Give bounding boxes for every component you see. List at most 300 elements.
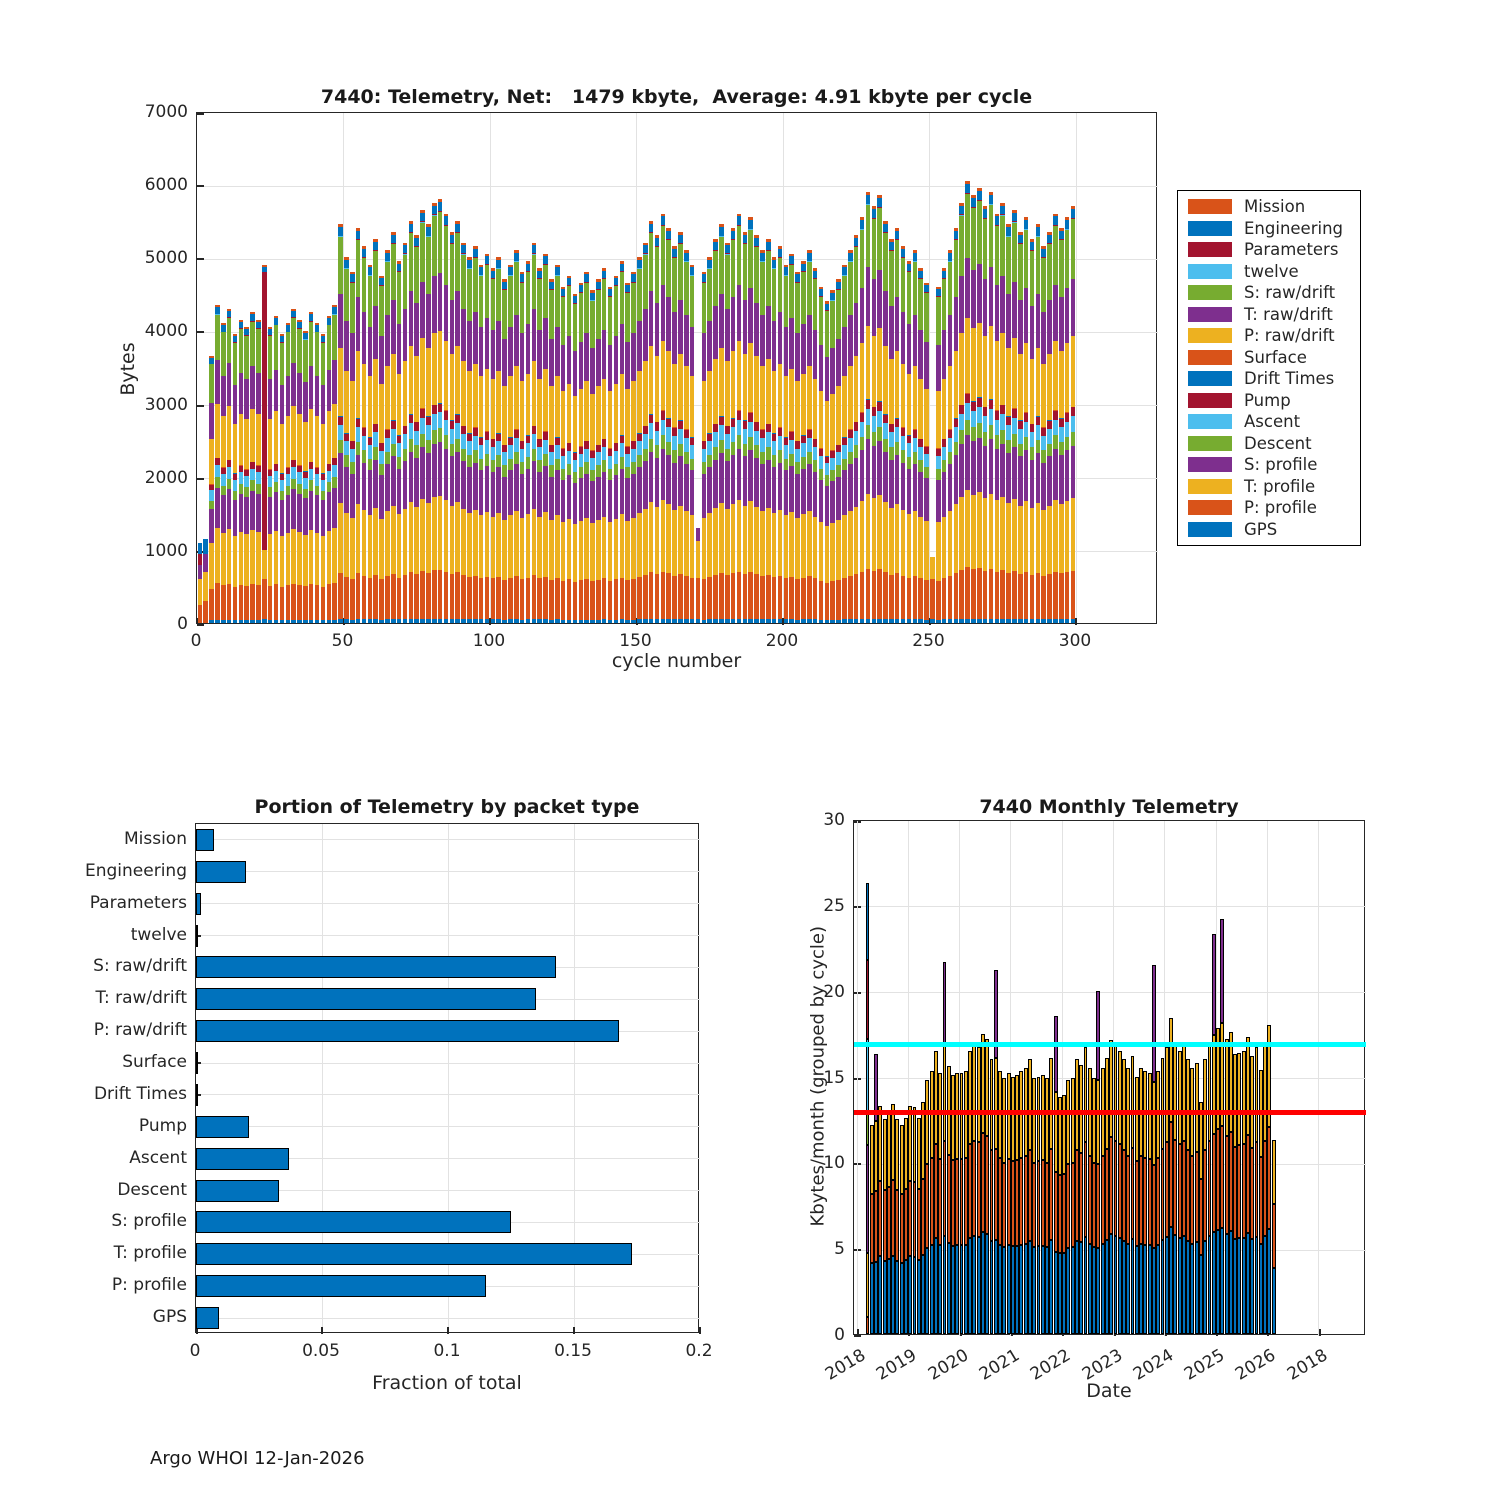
bar-segment <box>1006 425 1011 440</box>
bar-segment <box>215 528 220 584</box>
bar-segment <box>397 436 402 444</box>
bar-segment <box>379 278 384 285</box>
bar-segment <box>707 513 712 577</box>
bar-segment <box>1018 354 1023 420</box>
bar-segment <box>414 619 419 623</box>
bar-segment <box>479 459 484 471</box>
bar-segment <box>356 573 361 619</box>
bar-segment <box>854 303 859 356</box>
bar-segment <box>332 477 337 487</box>
bar-segment <box>977 1142 981 1237</box>
profile-spike-segment <box>1212 934 1216 1035</box>
stacked-bar <box>789 254 794 623</box>
bar-segment <box>625 293 630 342</box>
bar-segment <box>573 453 578 460</box>
stacked-bar <box>461 243 466 623</box>
bar-segment <box>813 472 818 517</box>
bar-segment <box>874 1191 878 1261</box>
bar-segment <box>784 515 789 578</box>
bar-segment <box>778 258 783 312</box>
bar-segment <box>947 1155 951 1243</box>
bar-segment <box>643 449 648 462</box>
bar-segment <box>1030 508 1035 575</box>
bar-segment <box>948 262 953 316</box>
bar-segment <box>801 457 806 469</box>
stacked-bar <box>901 246 906 623</box>
bar-segment <box>1012 418 1017 434</box>
bar-segment <box>620 264 625 272</box>
bar-segment <box>825 311 830 357</box>
bar-segment <box>924 580 929 619</box>
bar-segment <box>907 374 912 435</box>
bar-segment <box>995 285 1000 341</box>
bar-segment <box>901 428 906 436</box>
gridline-horizontal <box>196 1063 700 1064</box>
bar-segment <box>766 575 771 619</box>
stacked-bar <box>414 235 419 623</box>
bar-segment <box>274 471 279 483</box>
bar-segment <box>485 256 490 264</box>
bar-segment <box>432 430 437 444</box>
bar-segment <box>338 417 343 425</box>
bar-segment <box>737 226 742 285</box>
bar-segment <box>1006 619 1011 623</box>
bar-segment <box>631 518 636 579</box>
bar-segment <box>479 445 484 459</box>
category-label: P: profile <box>111 1275 187 1296</box>
bar-segment <box>1041 450 1046 462</box>
bar-segment <box>309 409 314 462</box>
stacked-bar <box>455 221 460 623</box>
bar-segment <box>532 361 537 425</box>
bar-segment <box>362 576 367 620</box>
bar-segment <box>917 1118 921 1189</box>
bar-segment <box>766 251 771 306</box>
monthly-bar <box>1066 1080 1070 1334</box>
bar-segment <box>362 428 367 436</box>
bar-segment <box>983 446 988 498</box>
stacked-bar <box>1036 224 1041 623</box>
bar-segment <box>327 411 332 463</box>
bar-segment <box>1059 351 1064 418</box>
monthly-bar <box>1161 1058 1165 1334</box>
bar-segment <box>280 500 285 536</box>
bar-segment <box>280 491 285 501</box>
bar-segment <box>420 418 425 434</box>
bar-segment <box>1006 573 1011 619</box>
bar-segment <box>836 386 841 444</box>
y-tick-mark <box>854 1163 861 1165</box>
bar-segment <box>438 273 443 331</box>
bar-segment <box>455 346 460 414</box>
bar-segment <box>936 456 941 469</box>
bar-segment <box>989 400 994 409</box>
stacked-bar <box>989 191 994 623</box>
bar-segment <box>403 434 408 448</box>
bar-segment <box>725 575 730 619</box>
bar-segment <box>385 438 390 452</box>
bar-segment <box>274 584 279 620</box>
bar-segment <box>215 458 220 465</box>
bar-segment <box>866 960 870 1039</box>
bar-segment <box>286 585 291 620</box>
bar-segment <box>596 290 601 339</box>
bar-segment <box>971 569 976 618</box>
category-label: S: profile <box>111 1211 187 1232</box>
portion-bar <box>196 1052 198 1074</box>
x-tick-label: 50 <box>331 631 354 651</box>
stacked-bar <box>485 254 490 623</box>
bar-segment <box>995 411 1000 420</box>
bar-segment <box>385 253 390 261</box>
stacked-bar <box>684 250 689 623</box>
bar-segment <box>403 575 408 619</box>
bar-segment <box>614 336 619 383</box>
stacked-bar <box>362 246 367 623</box>
bar-segment <box>789 440 794 454</box>
bar-segment <box>315 416 320 467</box>
bar-segment <box>579 285 584 292</box>
bar-segment <box>766 508 771 575</box>
bar-segment <box>1225 1039 1229 1136</box>
bar-segment <box>637 455 642 467</box>
profile-spike-segment <box>1152 965 1156 1082</box>
bar-segment <box>467 577 472 619</box>
bar-segment <box>250 620 255 623</box>
bar-segment <box>1012 571 1017 619</box>
bar-segment <box>620 469 625 514</box>
bar-segment <box>702 381 707 441</box>
bar-segment <box>1065 619 1070 623</box>
legend-label: Mission <box>1244 197 1306 217</box>
bar-segment <box>461 426 466 434</box>
bar-segment <box>215 465 220 477</box>
bar-segment <box>221 376 226 417</box>
bar-segment <box>748 422 753 437</box>
bar-segment <box>866 205 871 267</box>
bar-segment <box>321 424 326 473</box>
bar-segment <box>356 419 361 427</box>
bar-segment <box>1024 1156 1028 1244</box>
bar-segment <box>373 447 378 460</box>
bar-segment <box>450 300 455 353</box>
bar-segment <box>1024 220 1029 228</box>
legend-swatch <box>1188 479 1232 494</box>
bar-segment <box>836 520 841 580</box>
bar-segment <box>227 489 232 529</box>
bar-segment <box>1036 440 1041 453</box>
bar-segment <box>602 460 607 472</box>
legend-item <box>1178 369 1360 389</box>
bar-segment <box>854 507 859 575</box>
bar-segment <box>631 620 636 624</box>
bar-segment <box>286 474 291 485</box>
bar-segment <box>368 515 373 578</box>
bar-segment <box>789 577 794 620</box>
bar-segment <box>707 260 712 268</box>
bar-segment <box>813 330 818 378</box>
y-tick-label: 0 <box>834 1325 845 1345</box>
bar-segment <box>426 503 431 573</box>
bar-segment <box>479 327 484 376</box>
bar-segment <box>690 445 695 459</box>
bar-segment <box>731 455 736 505</box>
bar-segment <box>350 283 355 333</box>
bar-segment <box>743 300 748 353</box>
bar-segment <box>1195 1063 1199 1153</box>
bar-segment <box>1047 444 1052 457</box>
bar-segment <box>344 269 349 322</box>
bar-segment <box>836 620 841 623</box>
bar-segment <box>965 567 970 618</box>
stacked-bar <box>883 221 888 623</box>
bar-segment <box>590 458 595 471</box>
bar-segment <box>1047 300 1052 353</box>
bar-segment <box>918 279 923 330</box>
bar-segment <box>901 619 906 623</box>
bar-segment <box>842 276 847 327</box>
bar-segment <box>543 318 548 368</box>
bar-segment <box>743 429 748 444</box>
bar-segment <box>731 442 736 455</box>
bar-segment <box>789 454 794 466</box>
bar-segment <box>998 1245 1002 1334</box>
monthly-bar <box>883 1119 887 1334</box>
bar-segment <box>614 443 619 450</box>
bar-segment <box>614 286 619 336</box>
bar-segment <box>1047 421 1052 429</box>
bar-segment <box>614 464 619 475</box>
bar-segment <box>925 1080 929 1164</box>
bar-segment <box>743 444 748 457</box>
bar-segment <box>362 312 367 363</box>
bar-segment <box>631 441 636 448</box>
bar-segment <box>889 619 894 623</box>
bar-segment <box>567 620 572 623</box>
bar-segment <box>414 458 419 507</box>
bar-segment <box>450 619 455 623</box>
bar-segment <box>842 445 847 459</box>
bar-segment <box>520 462 525 474</box>
portion-bar <box>196 1020 619 1042</box>
bar-segment <box>1195 1152 1199 1242</box>
bar-segment <box>327 370 332 412</box>
bar-segment <box>872 571 877 619</box>
bar-segment <box>1071 209 1076 218</box>
bar-segment <box>942 271 947 278</box>
bar-segment <box>625 620 630 623</box>
bar-segment <box>754 238 759 246</box>
legend-label: P: raw/drift <box>1244 326 1335 346</box>
bar-segment <box>778 249 783 257</box>
bar-segment <box>338 573 343 619</box>
stacked-bar <box>467 257 472 623</box>
bar-segment <box>1071 619 1076 623</box>
bar-segment <box>444 500 449 571</box>
bar-segment <box>620 578 625 620</box>
stacked-bar <box>713 239 718 623</box>
monthly-bar <box>874 1054 878 1334</box>
bar-segment <box>549 445 554 452</box>
bar-segment <box>968 1238 972 1334</box>
bar-segment <box>532 426 537 434</box>
bar-segment <box>532 255 537 310</box>
bar-segment <box>332 458 337 465</box>
bar-segment <box>631 274 636 281</box>
bar-segment <box>990 1150 994 1241</box>
bar-segment <box>567 451 572 464</box>
bar-segment <box>303 340 308 382</box>
bar-segment <box>725 309 730 361</box>
bar-segment <box>1066 1164 1070 1248</box>
bar-segment <box>1105 1058 1109 1149</box>
bar-segment <box>1233 1239 1237 1334</box>
bar-segment <box>268 497 273 534</box>
stacked-bar <box>350 272 355 623</box>
bar-segment <box>983 619 988 623</box>
bar-segment <box>702 620 707 624</box>
stacked-bar <box>1059 228 1064 623</box>
bar-segment <box>731 573 736 619</box>
bar-segment <box>866 400 871 409</box>
bar-segment <box>789 369 794 432</box>
bar-segment <box>631 283 636 333</box>
bar-segment <box>362 249 367 257</box>
bar-segment <box>1000 430 1005 444</box>
bar-segment <box>661 341 666 410</box>
bar-segment <box>555 578 560 619</box>
bar-segment <box>297 585 302 620</box>
bar-segment <box>807 430 812 438</box>
stacked-bar <box>198 543 203 623</box>
stacked-bar <box>309 312 314 623</box>
bar-segment <box>819 391 824 448</box>
bar-segment <box>901 312 906 363</box>
bar-segment <box>1118 1238 1122 1334</box>
bar-segment <box>461 309 466 361</box>
bar-segment <box>637 434 642 442</box>
bar-segment <box>356 297 361 351</box>
bar-segment <box>848 315 853 366</box>
bar-segment <box>567 384 572 443</box>
bar-segment <box>1012 409 1017 418</box>
footer-text: Argo WHOI 12-Jan-2026 <box>150 1448 365 1469</box>
legend-label: twelve <box>1244 261 1299 281</box>
bar-segment <box>661 449 666 500</box>
bar-segment <box>262 619 267 623</box>
bar-segment <box>866 326 871 399</box>
bar-segment <box>760 452 765 464</box>
bar-segment <box>895 619 900 623</box>
bar-segment <box>291 460 296 467</box>
bar-segment <box>870 1125 874 1194</box>
bar-segment <box>942 379 947 439</box>
bar-segment <box>420 282 425 338</box>
bar-segment <box>309 480 314 490</box>
y-tick-mark <box>854 906 861 908</box>
bar-segment <box>971 495 976 570</box>
bar-segment <box>467 260 472 268</box>
stacked-bar <box>825 301 830 623</box>
bar-segment <box>690 327 695 376</box>
bar-segment <box>737 216 742 225</box>
bar-segment <box>379 451 384 464</box>
bar-segment <box>473 576 478 620</box>
stacked-bar <box>877 195 882 623</box>
bar-segment <box>368 445 373 459</box>
stacked-bar <box>819 287 824 623</box>
bar-segment <box>1071 219 1076 279</box>
stacked-bar <box>1065 217 1070 623</box>
bar-segment <box>672 428 677 436</box>
bar-segment <box>854 247 859 303</box>
bar-segment <box>256 373 261 414</box>
bar-segment <box>801 324 806 373</box>
monthly-bar <box>913 1107 917 1334</box>
bar-segment <box>344 467 349 513</box>
category-label: T: raw/drift <box>95 988 187 1009</box>
bar-segment <box>485 265 490 318</box>
category-label: S: raw/drift <box>93 956 187 977</box>
bar-segment <box>543 466 548 512</box>
bar-segment <box>1075 1150 1079 1241</box>
bar-segment <box>1002 1078 1006 1162</box>
bar-segment <box>649 415 654 423</box>
bar-segment <box>971 198 976 207</box>
bar-segment <box>508 578 513 619</box>
bar-segment <box>825 401 830 456</box>
bar-segment <box>385 576 390 619</box>
bar-segment <box>936 289 941 296</box>
bar-segment <box>555 515 560 578</box>
monthly-bar <box>1062 1095 1066 1334</box>
legend-swatch <box>1188 457 1232 472</box>
bar-segment <box>825 475 830 486</box>
bar-segment <box>1173 1044 1177 1140</box>
bar-segment <box>772 321 777 371</box>
bar-segment <box>907 619 912 623</box>
bar-segment <box>1024 413 1029 421</box>
bar-segment <box>227 620 232 623</box>
bar-segment <box>344 619 349 623</box>
y-tick-label: 3000 <box>144 394 188 415</box>
stacked-bar <box>637 257 642 623</box>
bar-segment <box>356 427 361 442</box>
bar-segment <box>989 425 994 439</box>
bar-segment <box>731 351 736 418</box>
x-tick-label: 2018 <box>821 1345 870 1385</box>
stacked-bar <box>215 305 220 623</box>
bar-segment <box>555 276 560 327</box>
bar-segment <box>579 454 584 467</box>
stacked-bar <box>450 232 455 623</box>
bar-segment <box>608 345 613 391</box>
bar-segment <box>883 1190 887 1261</box>
monthly-bar <box>968 1051 972 1334</box>
bar-segment <box>917 1189 921 1260</box>
bar-segment <box>1041 249 1046 257</box>
bar-segment <box>1246 1037 1250 1135</box>
bar-segment <box>913 464 918 511</box>
bar-segment <box>432 216 437 276</box>
bar-segment <box>807 619 812 623</box>
bar-segment <box>514 262 519 316</box>
bar-segment <box>584 441 589 448</box>
bar-segment <box>690 470 695 515</box>
bar-segment <box>971 427 976 441</box>
bar-segment <box>491 379 496 439</box>
stacked-bar <box>807 250 812 623</box>
